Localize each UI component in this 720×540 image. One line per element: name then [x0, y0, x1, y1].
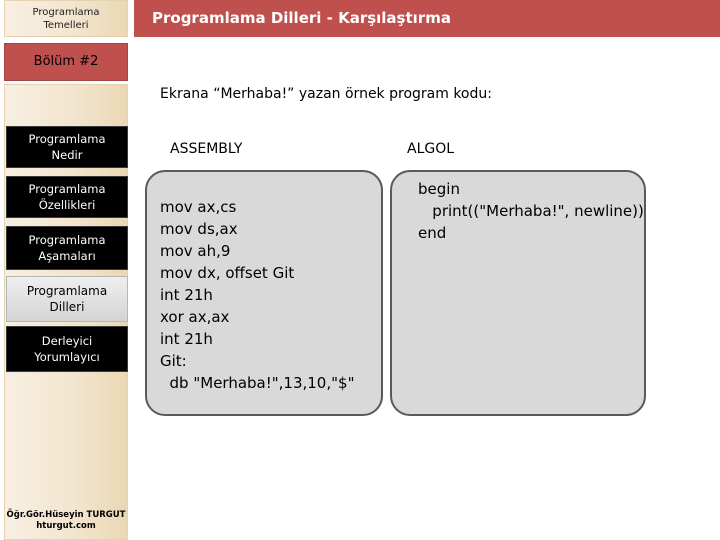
nav-item-ozellikleri[interactable]: [6, 176, 128, 218]
assembly-code: mov ax,cs mov ds,ax mov ah,9 mov dx, offset Git int 21h xor ax,ax int 21h Git: db "Merhaba!",13,10,"$": [160, 198, 355, 392]
chapter-badge: [4, 43, 128, 81]
nav-item-label: Aşamaları: [38, 249, 96, 263]
nav-item-label: Dilleri: [49, 300, 85, 314]
nav-item-label: Programlama: [26, 284, 108, 298]
nav-item-asamalari[interactable]: [6, 226, 128, 270]
author-name: Öğr.Gör.Hüseyin TURGUT: [6, 510, 126, 520]
course-title: [4, 6, 128, 32]
nav-item-dilleri[interactable]: [6, 276, 128, 322]
course-title-line2: Temelleri: [43, 20, 89, 31]
course-title-line1: Programlama: [32, 7, 100, 18]
nav-item-label: Özellikleri: [38, 198, 96, 212]
nav-item-label: Nedir: [51, 148, 83, 162]
nav-item-label: Programlama: [28, 132, 106, 146]
page-title: Programlama Dilleri - Karşılaştırma: [152, 9, 451, 27]
assembly-heading: ASSEMBLY: [170, 141, 243, 157]
nav-item-label: Derleyici: [41, 334, 93, 348]
nav-item-derleyici[interactable]: [6, 326, 128, 372]
nav-item-label: Yorumlayıcı: [34, 350, 100, 364]
intro-text: Ekrana “Merhaba!” yazan örnek program kodu:: [160, 86, 492, 102]
header-band: [134, 0, 720, 37]
nav-item-label: Programlama: [28, 182, 106, 196]
algol-code: begin print(("Merhaba!", newline)) end: [418, 180, 644, 242]
nav-item-nedir[interactable]: [6, 126, 128, 168]
author-website: hturgut.com: [36, 521, 96, 531]
nav-item-label: Programlama: [28, 233, 106, 247]
algol-heading: ALGOL: [407, 141, 455, 157]
author-credit: [4, 510, 128, 532]
chapter-label: Bölüm #2: [33, 54, 99, 69]
